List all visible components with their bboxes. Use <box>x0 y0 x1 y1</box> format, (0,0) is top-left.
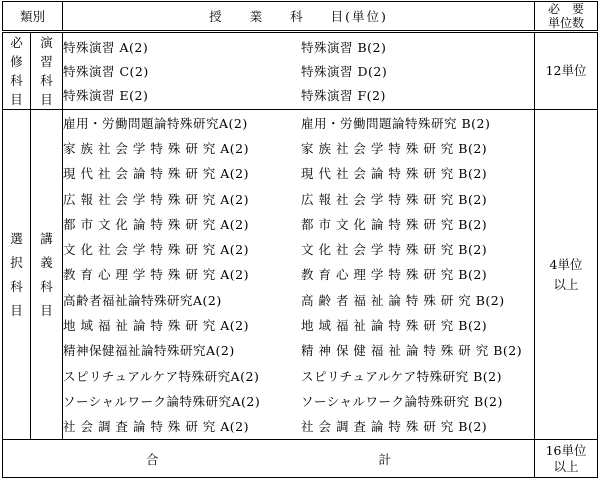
course-item: 現 代 社 会 論 特 殊 研 究 B(2) <box>301 166 488 182</box>
required-type-char: 習 <box>40 54 53 69</box>
subjects-header <box>63 2 535 32</box>
course-item: 現 代 社 会 論 特 殊 研 究 A(2) <box>63 166 250 182</box>
elective-units-line: 以上 <box>553 276 579 292</box>
course-row <box>63 237 534 262</box>
course-row <box>63 388 534 413</box>
course-item: 特殊演習 A(2) <box>63 40 149 55</box>
course-item: 地 域 福 祉 論 特 殊 研 究 B(2) <box>301 318 488 334</box>
total-label-left: 合 <box>145 451 159 467</box>
course-row <box>63 110 534 135</box>
course-row <box>63 287 534 312</box>
elective-courses <box>63 110 535 440</box>
course-row <box>63 211 534 236</box>
course-item: 都 市 文 化 論 特 殊 研 究 A(2) <box>63 216 250 232</box>
course-item: 広 報 社 会 学 特 殊 研 究 A(2) <box>63 191 250 207</box>
required-units <box>535 32 598 110</box>
required-type-char: 演 <box>40 35 53 50</box>
subjects-header-part: 目(単位) <box>330 9 388 24</box>
course-item: 特殊演習 C(2) <box>63 64 149 79</box>
course-item: 高 齢 者 福 祉 論 特 殊 研 究 B(2) <box>301 292 505 308</box>
course-item: 教 育 心 理 学 特 殊 研 究 B(2) <box>301 267 488 283</box>
course-row <box>63 312 534 337</box>
course-row <box>63 35 534 59</box>
required-type-char: 科 <box>40 73 53 88</box>
elective-units-line: 4単位 <box>549 256 583 272</box>
course-row <box>63 59 534 83</box>
required-units-value: 12単位 <box>545 63 587 78</box>
elective-category-char: 択 <box>10 254 23 270</box>
units-header-line: 必 要 <box>548 2 585 16</box>
course-row <box>63 83 534 107</box>
course-item: 都 市 文 化 論 特 殊 研 究 B(2) <box>301 216 488 232</box>
total-units <box>535 440 598 478</box>
required-type-char: 目 <box>40 92 53 107</box>
required-course-grid <box>63 35 534 107</box>
required-category-char: 科 <box>10 73 23 88</box>
course-item: 雇用・労働問題論特殊研究A(2) <box>63 115 248 131</box>
units-header-line: 単位数 <box>548 16 585 30</box>
course-item: 高齢者福祉論特殊研究A(2) <box>63 292 222 308</box>
elective-units <box>535 110 598 440</box>
elective-category-char: 選 <box>10 230 23 246</box>
course-row <box>63 414 534 439</box>
course-row <box>63 161 534 186</box>
elective-type-char: 目 <box>40 302 53 318</box>
course-item: スピリチュアルケア特殊研究 B(2) <box>301 368 503 384</box>
course-item: 特殊演習 D(2) <box>301 64 388 79</box>
course-item: 地 域 福 祉 論 特 殊 研 究 A(2) <box>63 318 250 334</box>
course-item: 社 会 調 査 論 特 殊 研 究 B(2) <box>301 419 488 435</box>
elective-category <box>3 110 31 440</box>
total-label <box>3 440 535 478</box>
category-header <box>3 2 63 32</box>
elective-type <box>31 110 63 440</box>
required-courses <box>63 32 535 110</box>
course-row <box>63 186 534 211</box>
required-row <box>3 32 598 110</box>
subjects-header-part: 業 <box>249 9 265 24</box>
course-row <box>63 363 534 388</box>
required-category-char: 目 <box>10 92 23 107</box>
course-row <box>63 135 534 160</box>
course-item: 家 族 社 会 学 特 殊 研 究 B(2) <box>301 141 488 156</box>
elective-row <box>3 110 598 440</box>
required-type <box>31 32 63 110</box>
course-item: 社 会 調 査 論 特 殊 研 究 A(2) <box>63 419 250 435</box>
total-units-line: 以上 <box>553 458 579 474</box>
required-category <box>3 32 31 110</box>
curriculum-table <box>2 1 598 478</box>
course-item: 特殊演習 B(2) <box>301 40 387 55</box>
course-item: 精神保健福祉論特殊研究A(2) <box>63 343 235 359</box>
course-item: ソーシャルワーク論特殊研究A(2) <box>63 393 261 409</box>
course-item: 特殊演習 E(2) <box>63 88 149 103</box>
required-category-char: 必 <box>10 35 23 50</box>
total-label-right: 計 <box>378 451 392 467</box>
elective-category-char: 目 <box>10 302 23 318</box>
elective-type-char: 講 <box>40 230 53 246</box>
total-units-line: 16単位 <box>545 442 587 458</box>
category-header-label: 類別 <box>20 9 46 24</box>
course-row <box>63 338 534 363</box>
course-item: スピリチュアルケア特殊研究A(2) <box>63 368 260 384</box>
course-row <box>63 262 534 287</box>
course-item: 特殊演習 F(2) <box>301 88 386 103</box>
course-item: 文 化 社 会 学 特 殊 研 究 A(2) <box>63 242 250 258</box>
header-row <box>3 2 598 32</box>
elective-category-char: 科 <box>10 278 23 294</box>
elective-type-char: 科 <box>40 278 53 294</box>
total-row <box>3 440 598 478</box>
course-item: 広 報 社 会 学 特 殊 研 究 B(2) <box>301 191 488 207</box>
required-category-char: 修 <box>10 54 23 69</box>
subjects-header-part: 科 <box>290 9 305 24</box>
course-item: 雇用・労働問題論特殊研究 B(2) <box>301 115 491 131</box>
elective-course-grid <box>63 110 534 439</box>
subjects-header-part: 授 <box>209 9 224 24</box>
course-item: 教 育 心 理 学 特 殊 研 究 A(2) <box>63 267 250 283</box>
units-header <box>535 2 598 32</box>
course-item: 精 神 保 健 福 祉 論 特 殊 研 究 B(2) <box>301 343 523 359</box>
course-item: 家 族 社 会 学 特 殊 研 究 A(2) <box>63 141 250 156</box>
course-item: 文 化 社 会 学 特 殊 研 究 B(2) <box>301 242 488 258</box>
elective-type-char: 義 <box>40 254 53 270</box>
course-item: ソーシャルワーク論特殊研究 B(2) <box>301 393 503 409</box>
